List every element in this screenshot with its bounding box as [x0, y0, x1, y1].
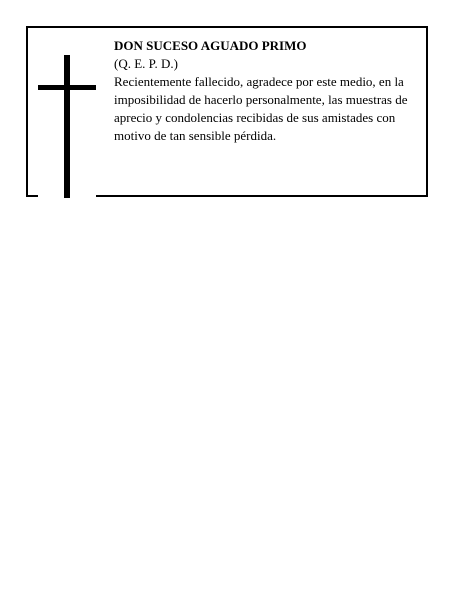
cross-vertical-bar — [64, 55, 70, 198]
obituary-text — [114, 37, 424, 145]
rest-in-peace-abbreviation: (Q. E. P. D.) — [114, 56, 178, 71]
cross-horizontal-bar — [38, 85, 96, 90]
deceased-name: DON SUCESO AGUADO PRIMO — [114, 38, 307, 53]
acknowledgement-message: Recientemente fallecido, agradece por este medio, en la imposibilidad de hacerlo personalmente, las muestras de aprecio y condolencias recibidas de sus amistades con motivo de tan sensible pérdida. — [114, 74, 408, 143]
